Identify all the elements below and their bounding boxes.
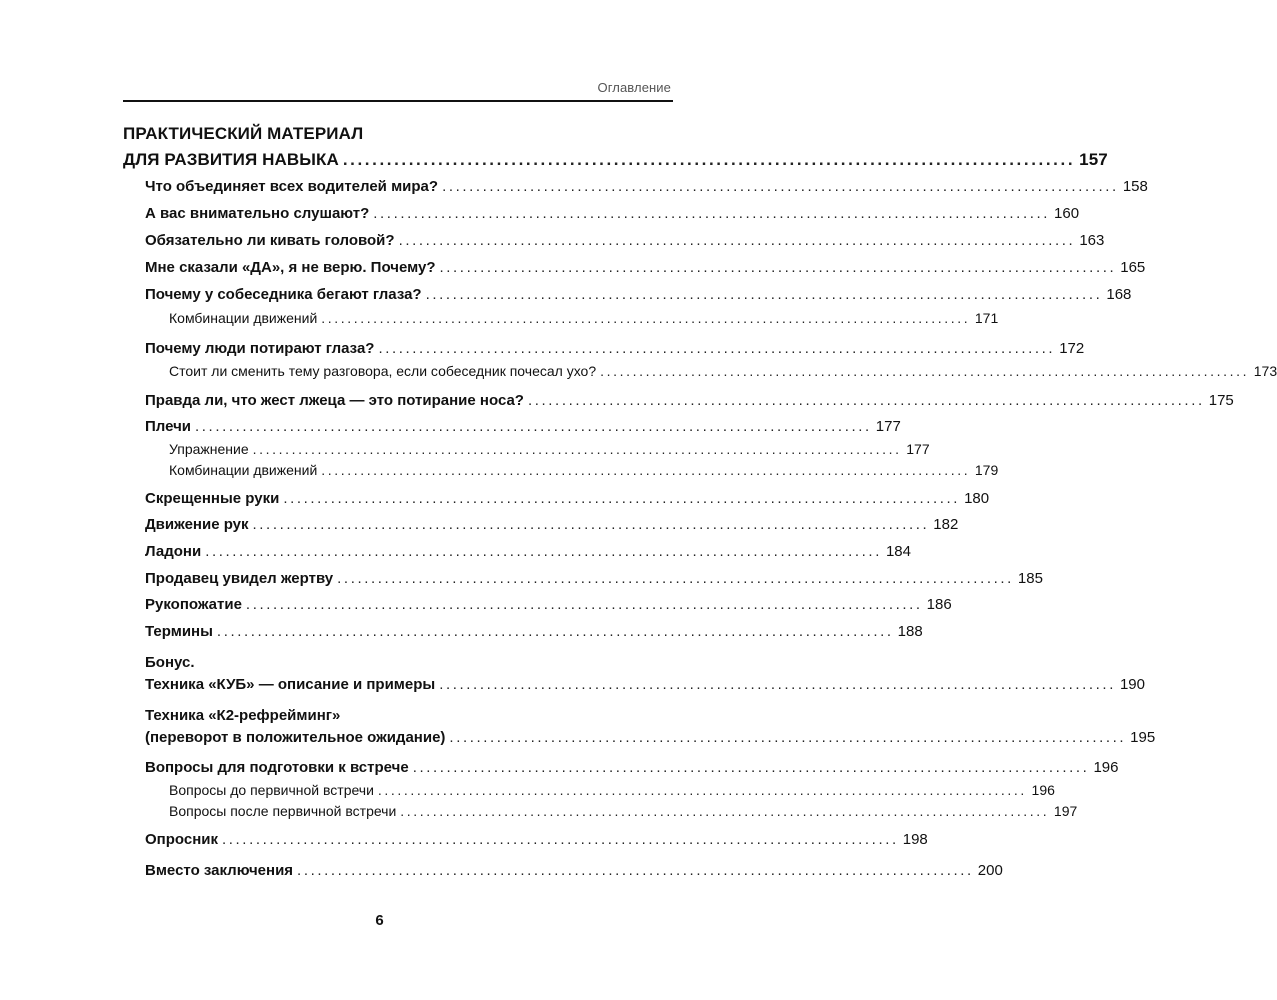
toc-entry-title: А вас внимательно слушают? bbox=[145, 205, 370, 222]
toc-subentry[interactable] bbox=[169, 462, 999, 484]
toc-leader: .................................................................................................... bbox=[252, 516, 930, 533]
toc-leader: .................................................................................................... bbox=[600, 363, 1250, 379]
toc-entry[interactable] bbox=[145, 543, 911, 565]
toc-leader: .................................................................................................... bbox=[222, 831, 899, 848]
toc-entry[interactable] bbox=[145, 570, 1043, 592]
toc-subentry[interactable] bbox=[169, 803, 1078, 825]
toc-leader: .................................................................................................... bbox=[321, 462, 971, 478]
toc-page: 197 bbox=[1053, 803, 1078, 819]
toc-leader: .................................................................................................... bbox=[527, 392, 1205, 409]
toc-entry-title: Скрещенные руки bbox=[145, 490, 280, 507]
toc-page: 190 bbox=[1119, 676, 1145, 693]
toc-entry-title: Ладони bbox=[145, 543, 202, 560]
toc-entry[interactable] bbox=[145, 392, 1234, 414]
toc-page: 165 bbox=[1120, 259, 1146, 276]
toc-page: 172 bbox=[1059, 340, 1085, 357]
toc-entry-k2[interactable] bbox=[145, 707, 1156, 751]
toc-leader: .................................................................................................... bbox=[216, 623, 894, 640]
toc-entry-title-line1: Бонус. bbox=[145, 654, 195, 671]
toc-entry-title: Продавец увидел жертву bbox=[145, 570, 334, 587]
toc-page: 163 bbox=[1079, 232, 1105, 249]
toc-leader: .................................................................................................... bbox=[321, 310, 971, 326]
toc-page: 168 bbox=[1106, 286, 1132, 303]
toc-entry-title: Вместо заключения bbox=[145, 862, 294, 879]
toc-leader: .................................................................................................... bbox=[195, 418, 872, 435]
toc-page: 171 bbox=[974, 310, 999, 326]
toc-leader: .................................................................................................... bbox=[297, 862, 974, 879]
toc-entry-title: Комбинации движений bbox=[169, 462, 318, 478]
toc-entry[interactable] bbox=[145, 759, 1119, 781]
toc-entry[interactable] bbox=[145, 232, 1105, 254]
toc-leader: .................................................................................................... bbox=[449, 729, 1127, 746]
toc-page: 177 bbox=[906, 441, 930, 457]
toc-page: 175 bbox=[1208, 392, 1234, 409]
toc-leader: .................................................................................................... bbox=[400, 803, 1050, 819]
toc-leader: .................................................................................................... bbox=[205, 543, 882, 560]
toc-page: 173 bbox=[1253, 363, 1277, 379]
toc-section-heading[interactable] bbox=[123, 124, 1108, 172]
toc-leader: .................................................................................................... bbox=[283, 490, 961, 507]
toc-leader: .................................................................................................... bbox=[439, 259, 1117, 276]
toc-leader: .................................................................................................... bbox=[377, 782, 1027, 798]
toc-entry[interactable] bbox=[145, 623, 923, 645]
toc-page: 198 bbox=[902, 831, 928, 848]
toc-entry-title: Техника «КУБ» — описание и примеры bbox=[145, 676, 436, 693]
toc-entry[interactable] bbox=[145, 259, 1146, 281]
toc-entry[interactable] bbox=[145, 490, 990, 512]
toc-page: 200 bbox=[977, 862, 1003, 879]
toc-entry[interactable] bbox=[145, 418, 901, 440]
toc-leader: .................................................................................................... bbox=[337, 570, 1014, 587]
running-head: Оглавление bbox=[597, 80, 671, 95]
toc-entry-title: Стоит ли сменить тему разговора, если собеседник почесал ухо? bbox=[169, 363, 597, 379]
toc-page: 180 bbox=[964, 490, 990, 507]
toc-entry-title: Почему люди потирают глаза? bbox=[145, 340, 375, 357]
toc-page: 185 bbox=[1017, 570, 1043, 587]
toc-page: 195 bbox=[1130, 729, 1156, 746]
toc-leader: .................................................................................................... bbox=[442, 178, 1119, 195]
toc-entry-title: Вопросы для подготовки к встрече bbox=[145, 759, 409, 776]
toc-entry[interactable] bbox=[145, 596, 952, 618]
toc-page: 160 bbox=[1054, 205, 1080, 222]
page-number: 6 bbox=[375, 912, 384, 929]
toc-leader: .................................................................................................... bbox=[342, 150, 1076, 169]
toc-leader: .................................................................................................... bbox=[245, 596, 923, 613]
toc-entry-title: Упражнение bbox=[169, 441, 249, 457]
toc-entry[interactable] bbox=[145, 178, 1148, 200]
toc-entry-title-line1: Техника «К2-рефрейминг» bbox=[145, 707, 341, 724]
toc-entry-title: Мне сказали «ДА», я не верю. Почему? bbox=[145, 259, 436, 276]
toc-entry[interactable] bbox=[145, 340, 1085, 362]
toc-entry-title: Комбинации движений bbox=[169, 310, 318, 326]
toc-entry-title: Обязательно ли кивать головой? bbox=[145, 232, 395, 249]
toc-entry-title: Правда ли, что жест лжеца — это потирание носа? bbox=[145, 392, 524, 409]
toc-leader: .................................................................................................... bbox=[378, 340, 1056, 357]
toc-page: 179 bbox=[974, 462, 999, 478]
toc-page: 188 bbox=[897, 623, 923, 640]
toc-entry-title: Движение рук bbox=[145, 516, 249, 533]
toc-leader: .................................................................................................... bbox=[425, 286, 1103, 303]
toc-page: 157 bbox=[1079, 150, 1108, 169]
toc-section-title-line2: ДЛЯ РАЗВИТИЯ НАВЫКА bbox=[123, 150, 339, 169]
toc-entry-title: Что объединяет всех водителей мира? bbox=[145, 178, 439, 195]
toc-entry-title: Опросник bbox=[145, 831, 218, 848]
toc-leader: .................................................................................................... bbox=[252, 441, 902, 457]
toc-page: 186 bbox=[926, 596, 952, 613]
toc-page: 184 bbox=[885, 543, 911, 560]
toc-subentry[interactable] bbox=[169, 363, 1277, 385]
toc-page: 196 bbox=[1093, 759, 1119, 776]
toc-page: 182 bbox=[933, 516, 959, 533]
toc-subentry[interactable] bbox=[169, 441, 930, 463]
toc-leader: .................................................................................................... bbox=[398, 232, 1076, 249]
toc-leader: .................................................................................................... bbox=[439, 676, 1116, 693]
toc-entry[interactable] bbox=[145, 862, 1003, 884]
toc-subentry[interactable] bbox=[169, 782, 1055, 804]
toc-entry[interactable] bbox=[145, 286, 1132, 308]
toc-page: 177 bbox=[875, 418, 901, 435]
toc-subentry[interactable] bbox=[169, 310, 999, 332]
toc-leader: .................................................................................................... bbox=[412, 759, 1090, 776]
toc-leader: .................................................................................................... bbox=[373, 205, 1051, 222]
toc-entry-bonus[interactable] bbox=[145, 654, 1145, 698]
toc-entry[interactable] bbox=[145, 831, 928, 853]
toc-entry-title: Почему у собеседника бегают глаза? bbox=[145, 286, 422, 303]
toc-entry-title: Вопросы после первичной встречи bbox=[169, 803, 397, 819]
toc-entry-title: Вопросы до первичной встречи bbox=[169, 782, 374, 798]
toc-entry[interactable] bbox=[145, 516, 959, 538]
toc-entry-title: Термины bbox=[145, 623, 213, 640]
toc-section-title-line1: ПРАКТИЧЕСКИЙ МАТЕРИАЛ bbox=[123, 124, 364, 143]
toc-page: 158 bbox=[1122, 178, 1148, 195]
toc-entry[interactable] bbox=[145, 205, 1080, 227]
header-rule bbox=[123, 100, 673, 102]
toc-entry-title: (переворот в положительное ожидание) bbox=[145, 729, 446, 746]
toc-entry-title: Плечи bbox=[145, 418, 192, 435]
toc-page: 196 bbox=[1031, 782, 1055, 798]
toc-entry-title: Рукопожатие bbox=[145, 596, 242, 613]
